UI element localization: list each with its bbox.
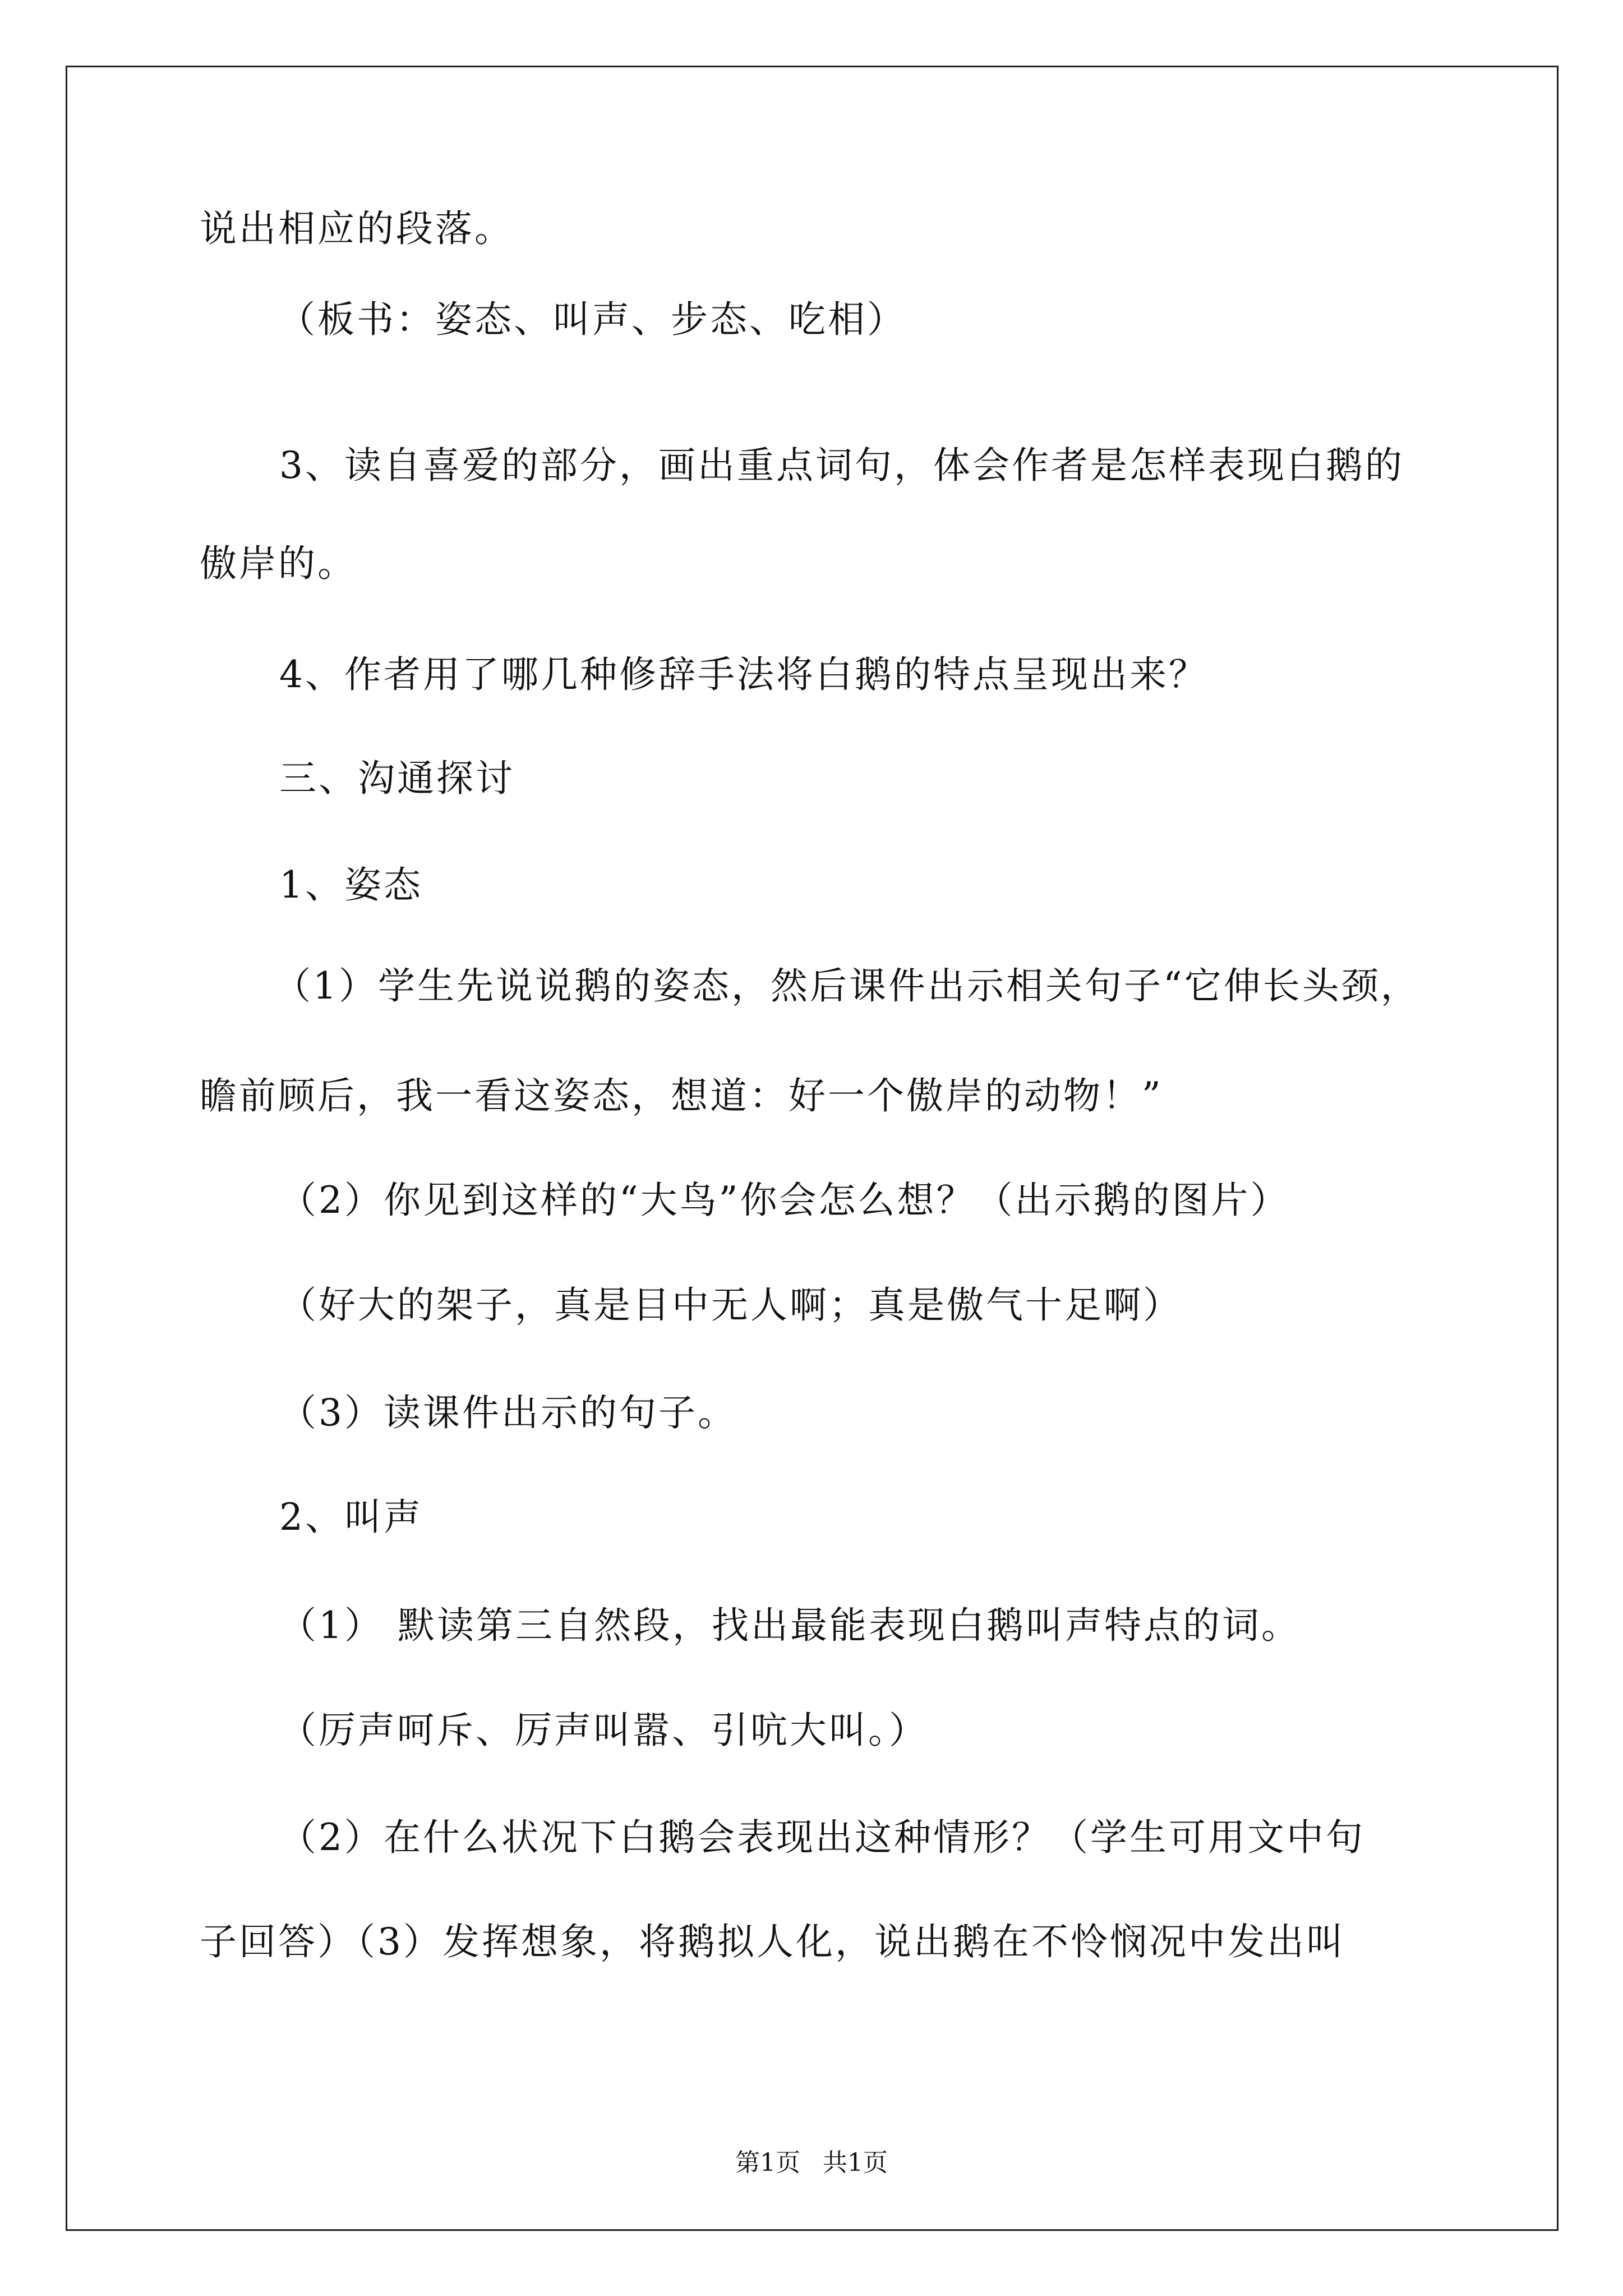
subheading-call: 2、叫声 [279, 1496, 423, 1539]
page-number-total: 共1页 [823, 2148, 888, 2177]
subheading-posture: 1、姿态 [279, 863, 423, 907]
text-line-14: （1） 默读第三自然段，找出最能表现白鹅叫声特点的词。 [279, 1604, 1301, 1647]
text-line-1: 说出相应的段落。 [200, 207, 514, 250]
text-line-11: （好大的架子，真是目中无人啊；真是傲气十足啊） [279, 1283, 1182, 1327]
text-line-4: 傲岸的。 [200, 542, 357, 585]
page-border [66, 66, 1559, 2231]
page-footer [0, 2147, 1623, 2179]
text-line-3: 3、读自喜爱的部分，画出重点词句，体会作者是怎样表现白鹅的 [279, 444, 1404, 487]
text-line-9: 瞻前顾后，我一看这姿态，想道：好一个傲岸的动物！” [200, 1074, 1163, 1117]
text-line-17: 子回答）（3）发挥想象，将鹅拟人化，说出鹅在不怜悯况中发出叫 [200, 1920, 1345, 1963]
text-line-2: （板书：姿态、叫声、步态、吃相） [278, 298, 906, 341]
text-line-16: （2）在什么状况下白鹅会表现出这种情形？（学生可用文中句 [279, 1816, 1365, 1859]
text-line-5: 4、作者用了哪几种修辞手法将白鹅的特点呈现出来？ [279, 653, 1208, 696]
page-number-current: 第1页 [735, 2148, 800, 2177]
text-line-8: （1）学生先说说鹅的姿态，然后课件出示相关句子“它伸长头颈， [274, 964, 1420, 1007]
text-line-15: （厉声呵斥、厉声叫嚣、引吭大叫。） [279, 1709, 928, 1752]
text-line-12: （3）读课件出示的句子。 [279, 1391, 737, 1434]
section-heading: 三、沟通探讨 [279, 757, 515, 800]
text-line-10: （2）你见到这样的“大鸟”你会怎么想？（出示鹅的图片） [279, 1179, 1290, 1222]
